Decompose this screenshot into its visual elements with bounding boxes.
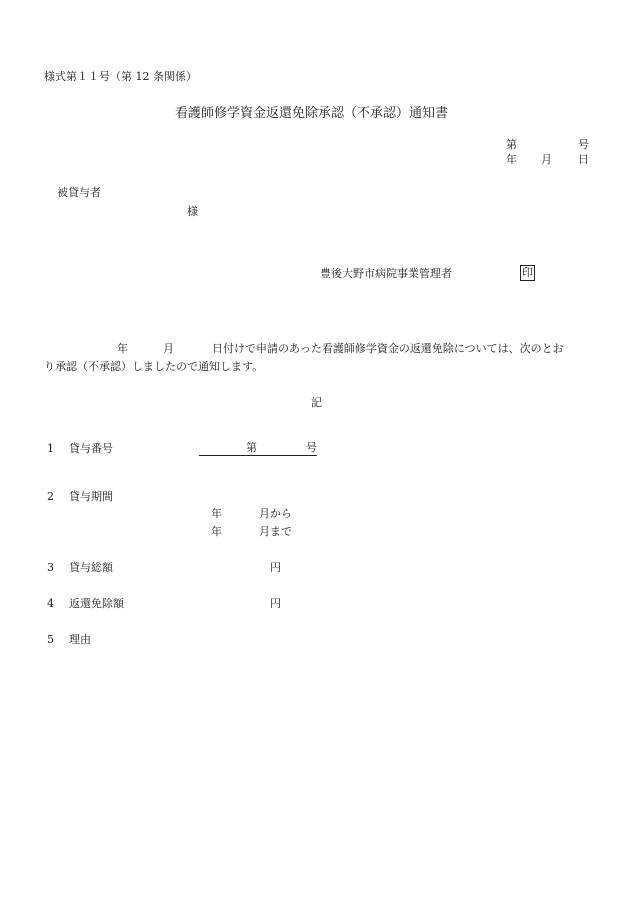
item3-label: 貸与総額: [69, 561, 113, 574]
seal-text: 印: [522, 266, 533, 279]
item2-label: 貸与期間: [69, 490, 113, 503]
recipient-honorific: 様: [187, 205, 198, 218]
item3-number: 3: [47, 561, 54, 574]
item2-number: 2: [47, 490, 54, 503]
period-start-year: 年: [211, 507, 222, 520]
sender-name: 豊後大野市病院事業管理者: [320, 267, 452, 280]
exempt-amount-unit: 円: [270, 597, 281, 610]
date-day: 日: [578, 153, 589, 166]
item5-number: 5: [47, 633, 54, 646]
seal-mark: [520, 265, 535, 281]
loan-number-prefix: 第: [246, 441, 257, 454]
number-suffix: 号: [578, 138, 589, 151]
number-prefix: 第: [506, 138, 517, 151]
item5-label: 理由: [69, 633, 91, 646]
recipient-label: 被貸与者: [57, 186, 101, 199]
item4-number: 4: [47, 597, 54, 610]
body-line1: 日付けで申請のあった看護師修学資金の返還免除については、次のとお: [212, 342, 564, 355]
period-start-month: 月から: [259, 507, 292, 520]
body-month: 月: [163, 342, 174, 355]
total-amount-unit: 円: [270, 561, 281, 574]
body-line2: り承認（不承認）しましたので通知します。: [44, 360, 264, 373]
date-month: 月: [541, 153, 552, 166]
period-end-month: 月まで: [259, 525, 292, 538]
item1-label: 貸与番号: [69, 442, 113, 455]
body-year: 年: [117, 342, 128, 355]
ki-heading: 記: [311, 396, 322, 409]
loan-number-suffix: 号: [306, 441, 317, 454]
item4-label: 返還免除額: [69, 597, 124, 610]
loan-number-field: [199, 441, 317, 456]
item1-number: 1: [47, 442, 54, 455]
form-id: 様式第１１号（第 12 条関係）: [44, 70, 197, 83]
date-year: 年: [506, 153, 517, 166]
document-title: 看護師修学資金返還免除承認（不承認）通知書: [175, 106, 449, 121]
period-end-year: 年: [211, 525, 222, 538]
